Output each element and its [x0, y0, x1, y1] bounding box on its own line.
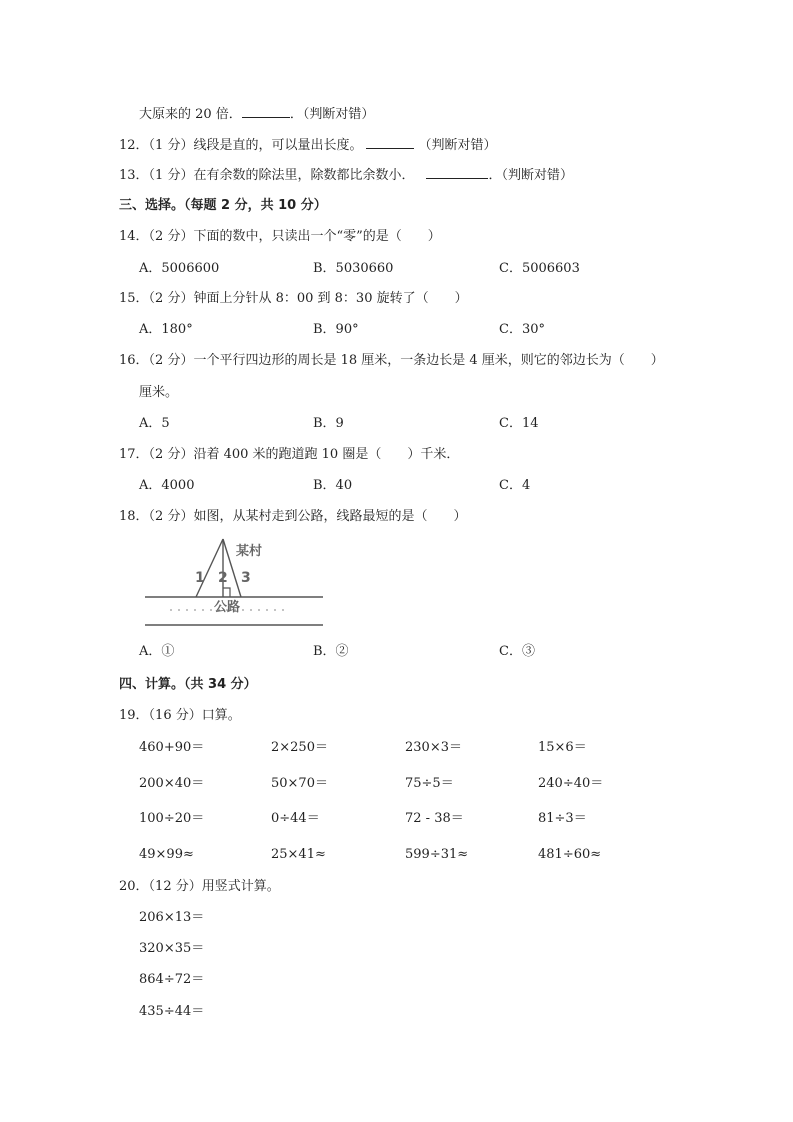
- q19-item: 15×6＝: [538, 740, 587, 755]
- q14-stem: 14．（2 分）下面的数中，只读出一个“零”的是（ ）: [119, 229, 441, 244]
- q19-item: 0÷44＝: [271, 811, 320, 826]
- section-3-heading: 三、选择。（每题 2 分，共 10 分）: [119, 198, 327, 213]
- q16-option-c[interactable]: C．14: [499, 416, 539, 431]
- road-label: 公路: [214, 600, 241, 615]
- q18-stem: 18．（2 分）如图，从某村走到公路，线路最短的是（ ）: [119, 509, 467, 524]
- q19-item: 81÷3＝: [538, 811, 587, 826]
- q13: [119, 166, 573, 185]
- q19-item: 240÷40＝: [538, 776, 604, 791]
- q19-item: 2×250＝: [271, 740, 328, 755]
- route-3-label: 3: [241, 570, 251, 586]
- q16-option-b[interactable]: B．9: [313, 416, 344, 431]
- q20-item: 320×35＝: [139, 941, 205, 956]
- q13-answer-blank[interactable]: [426, 166, 488, 179]
- q19-item: 460+90＝: [139, 740, 205, 755]
- q16-stem: 16．（2 分）一个平行四边形的周长是 18 厘米，一条边长是 4 厘米，则它的邻边长为（ ）: [119, 353, 664, 368]
- q11-tail: [139, 105, 374, 124]
- q18-option-a[interactable]: A．①: [139, 644, 175, 659]
- q18-route-figure: [140, 535, 330, 630]
- q16-option-a[interactable]: A．5: [139, 416, 170, 431]
- q13-prefix: 13．（1 分）在有余数的除法里，除数都比余数小．: [119, 168, 415, 183]
- q20-stem: 20．（12 分）用竖式计算。: [119, 879, 280, 894]
- right-angle-mark: [223, 588, 230, 597]
- q19-item: 200×40＝: [139, 776, 205, 791]
- q11-tail-text: 大原来的 20 倍．: [139, 107, 242, 122]
- q14-option-a[interactable]: A．5006600: [139, 261, 220, 276]
- q19-item: 50×70＝: [271, 776, 328, 791]
- q19-item: 481÷60≈: [538, 847, 602, 862]
- q18-option-c[interactable]: C．③: [499, 644, 535, 659]
- q15-option-b[interactable]: B．90°: [313, 322, 359, 337]
- q19-item: 599÷31≈: [405, 847, 469, 862]
- q19-item: 230×3＝: [405, 740, 462, 755]
- q13-suffix: ．（判断对错）: [488, 168, 573, 183]
- q15-stem: 15．（2 分）钟面上分针从 8：00 到 8：30 旋转了（ ）: [119, 291, 468, 306]
- route-1-line: [196, 539, 223, 597]
- q20-item: 206×13＝: [139, 910, 205, 925]
- q16-stem-cont: 厘米。: [139, 385, 179, 400]
- q20-item: 435÷44＝: [139, 1004, 205, 1019]
- route-2-label: 2: [218, 570, 228, 586]
- section-4-heading: 四、计算。（共 34 分）: [119, 677, 257, 692]
- q11-tail-suffix: ．（判断对错）: [289, 107, 375, 122]
- q19-item: 25×41≈: [271, 847, 326, 862]
- q14-option-c[interactable]: C．5006603: [499, 261, 580, 276]
- q19-item: 72 - 38＝: [405, 811, 464, 826]
- route-1-label: 1: [195, 570, 205, 586]
- q19-item: 49×99≈: [139, 847, 194, 862]
- q12-answer-blank[interactable]: [366, 136, 414, 149]
- q12: [119, 136, 496, 155]
- q11-answer-blank[interactable]: [242, 105, 290, 118]
- q15-option-a[interactable]: A．180°: [139, 322, 193, 337]
- q14-option-b[interactable]: B．5030660: [313, 261, 394, 276]
- q17-option-b[interactable]: B．40: [313, 478, 353, 493]
- q17-stem: 17．（2 分）沿着 400 米的跑道跑 10 圈是（ ）千米．: [119, 447, 460, 462]
- q19-item: 75÷5＝: [405, 776, 454, 791]
- village-label: 某村: [236, 544, 263, 559]
- q15-option-c[interactable]: C．30°: [499, 322, 545, 337]
- q17-option-a[interactable]: A．4000: [139, 478, 195, 493]
- q12-prefix: 12．（1 分）线段是直的，可以量出长度。: [119, 138, 363, 153]
- q19-stem: 19．（16 分）口算。: [119, 708, 241, 723]
- q20-item: 864÷72＝: [139, 972, 205, 987]
- q18-option-b[interactable]: B．②: [313, 644, 349, 659]
- q19-item: 100÷20＝: [139, 811, 205, 826]
- q17-option-c[interactable]: C．4: [499, 478, 531, 493]
- q12-suffix: （判断对错）: [418, 138, 497, 153]
